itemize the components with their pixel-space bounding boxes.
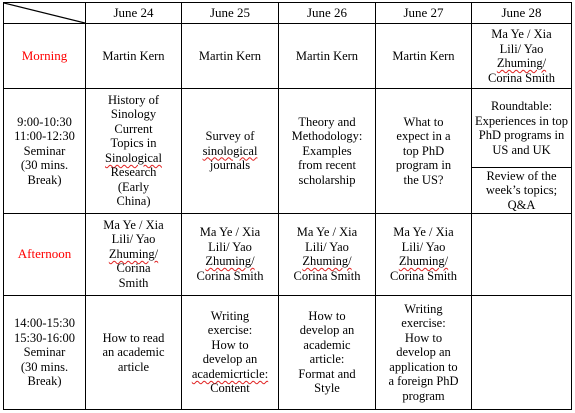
text-line: Style [314,381,340,396]
teacher-cell [86,213,182,295]
text-line: academic [303,337,351,352]
diagonal-line [4,3,85,23]
topic-cell [86,295,182,409]
corner-cell [4,3,86,24]
afternoon-row [4,213,572,295]
text-line: How to [404,330,443,345]
text-line: Ma Ye / Xia [491,27,552,42]
topic-cell [182,295,279,409]
time-slot: 9:00-10:30 [17,114,72,129]
text-line: Research [110,165,157,180]
text-line: the US? [403,172,444,187]
text-line: Zhuming/ [398,254,449,269]
seminar-label: Seminar [23,345,66,360]
topic-cell [182,89,279,213]
schedule-table [3,2,572,410]
morning-row [4,24,572,89]
afternoon-seminar-label [4,295,86,409]
day-header: June 24 [86,3,182,24]
text-line: Ma Ye / Xia [103,217,164,232]
topic-cell [376,295,472,409]
day-header: June 27 [376,3,472,24]
text-line: Current [114,121,153,136]
text-line: Smith [118,275,149,290]
text-line: a foreign PhD [388,374,459,389]
text-line: from recent [298,158,356,173]
text-line: Examples [302,143,352,158]
text-line: top PhD [402,143,445,158]
text-line: application to [389,359,458,374]
text-line: develop an [202,352,258,367]
text-line: Zhuming/ [496,56,547,71]
text-line: program in [395,158,452,173]
text-line: expect in a [396,129,451,144]
text-line: Corina Smith [196,268,264,283]
text-line: academicrticle: [191,366,269,381]
text-line: Zhuming/ [108,246,159,261]
text-line: Zhuming/ [302,254,352,269]
text-line: Lili/ Yao [401,239,446,254]
text-line: article [117,359,150,374]
empty-cell [472,295,572,409]
text-line: Sinological [105,150,162,165]
topic-cell [86,89,182,213]
header-row [4,3,572,24]
day-header: June 26 [279,3,376,24]
text-line: Ma Ye / Xia [393,225,454,240]
text-line: Content [210,381,250,396]
seminar-label: Seminar [23,143,66,158]
time-slot: 14:00-15:30 [13,316,76,331]
topic-cell [279,295,376,409]
text-line: (Early [117,179,150,194]
review-block [472,168,571,212]
text-line: Writing [210,308,250,323]
text-line: an academic [102,345,165,360]
teacher-cell: Martin Kern [86,24,182,89]
day-header: June 25 [182,3,279,24]
text-line: article: [309,352,345,367]
text-line: Methodology: [291,129,363,144]
break-note: Break) [27,374,62,389]
text-line: Lili/ Yao [305,239,349,254]
text-line: How to [308,308,346,323]
text-line: develop an [396,345,451,360]
text-line: China) [116,194,151,209]
afternoon-label: Afternoon [4,213,86,295]
time-slot: 15:30-16:00 [13,330,76,345]
text-line: exercise: [401,316,446,331]
text-line: Review of the [486,168,557,183]
roundtable-block [472,89,571,168]
text-line: develop an [299,323,355,338]
text-line: week’s topics; [485,183,558,198]
text-line: program [402,388,445,403]
text-line: Lili/ Yao [208,239,252,254]
text-line: and UK [511,142,551,157]
teacher-cell [376,213,472,295]
text-line: Corina Smith [389,268,458,283]
topic-cell [279,89,376,213]
text-line: Writing [404,301,443,316]
split-topic-cell [472,89,572,213]
text-line: Lili/ Yao [499,41,544,56]
teacher-cell [279,213,376,295]
text-line: How to read [102,330,165,345]
time-slot: 11:00-12:30 [14,129,75,144]
text-line: What to [403,114,444,129]
teacher-cell: Martin Kern [279,24,376,89]
text-line: journals [209,158,251,173]
text-line: Survey of [205,129,255,144]
morning-seminar-label [4,89,86,213]
break-note: (30 mins. [20,359,69,374]
text-line: Lili/ Yao [111,232,156,247]
empty-cell [472,213,572,295]
text-line: sinological [202,143,258,158]
afternoon-seminar-row [4,295,572,409]
text-line: exercise: [207,323,253,338]
text-line: Zhuming/ [205,254,255,269]
text-line: Theory and [298,114,356,129]
teacher-cell [472,24,572,89]
text-line: top PhD [478,113,569,143]
topic-cell [376,89,472,213]
teacher-cell: Martin Kern [376,24,472,89]
text-line: Ma Ye / Xia [296,225,358,240]
text-line: Sinology [110,107,157,122]
text-line: Roundtable: [490,99,553,114]
text-line: History of [107,92,160,107]
text-line: Format and [298,366,356,381]
text-line: Ma Ye / Xia [199,225,261,240]
teacher-cell: Martin Kern [182,24,279,89]
day-header: June 28 [472,3,572,24]
text-line: Experiences in [474,113,549,128]
break-note: Break) [27,172,62,187]
morning-label: Morning [4,24,86,89]
text-line: How to [211,337,249,352]
teacher-cell [182,213,279,295]
text-line: Corina Smith [487,70,556,85]
text-line: Q&A [507,197,536,212]
text-line: Corina Smith [293,268,361,283]
text-line: Corina [116,261,151,276]
morning-seminar-row [4,89,572,213]
text-line: scholarship [298,172,356,187]
break-note: (30 mins. [20,158,69,173]
text-line: programs in US [492,128,565,157]
text-line: Topics in [110,136,157,151]
